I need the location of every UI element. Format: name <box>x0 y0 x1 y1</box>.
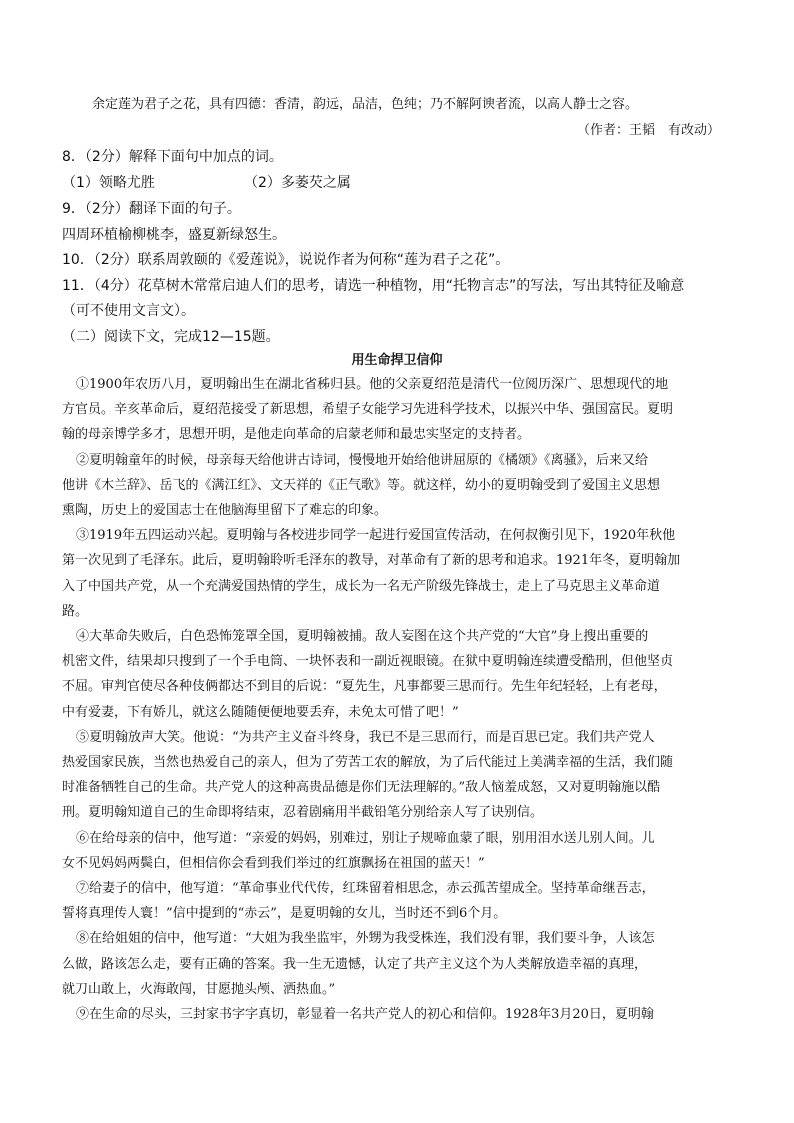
question-9-sentence: 四周环植榆柳桃李，盛夏新绿怒生。 <box>62 227 286 243</box>
article-title: 用生命捍卫信仰 <box>351 353 443 368</box>
article-paragraph-3-line-2: 第一次见到了毛泽东。此后，夏明翰聆听毛泽东的教导，对革命有了新的思考和追求。1921年冬，夏明翰加 <box>62 553 681 569</box>
article-paragraph-1-line-1: ①1900年农历八月，夏明翰出生在湖北省秭归县。他的父亲夏绍范是清代一位阅历深广、思想现代的地 <box>76 377 669 392</box>
question-11-line-2: （可不使用文言文）。 <box>62 303 195 319</box>
question-9: 9．（2分）翻译下面的句子。 <box>62 201 241 217</box>
article-paragraph-1-line-2: 方官员。辛亥革命后，夏绍范接受了新思想，希望子女能学习先进科学技术，以振兴中华、强国富民。夏明 <box>62 402 674 418</box>
article-paragraph-2-line-1: ②夏明翰童年的时候，母亲每天给他讲古诗词，慢慢地开始给他讲屈原的《橘颂》《离骚》，后来又给 <box>76 452 649 468</box>
article-paragraph-6-line-2: 女不见妈妈两鬓白，但相信你会看到我们举过的红旗飘扬在祖国的蓝天！” <box>62 855 485 871</box>
question-10: 10．（2分）联系周敦颐的《爱莲说》，说说作者为何称“莲为君子之花”。 <box>62 252 510 268</box>
question-8-item-2: （2）多萎芡之属 <box>244 175 351 191</box>
article-paragraph-5-line-3: 时准备牺牲自己的生命。共产党人的这种高贵品德是你们无法理解的。”敌人恼羞成怒，又对夏明翰施以酷 <box>62 780 661 796</box>
passage-conclusion: 余定莲为君子之花，具有四德：香清，韵远，品洁，色纯；乃不解阿谀者流，以高人静士之容。 <box>92 97 639 112</box>
article-paragraph-8-line-1: ⑧在给姐姐的信中，他写道：“大姐为我坐监牢，外甥为我受株连，我们没有罪，我们要斗争，人该怎 <box>76 931 655 947</box>
question-11-line-1: 11．（4分）花草树木常常启迪人们的思考，请选一种植物，用“托物言志”的写法，写出其特征及喻意 <box>62 278 685 294</box>
article-paragraph-8-line-2: 么做，路该怎么走，要有正确的答案。我一生无遗憾，认定了共产主义这个为人类解放造幸福的真理， <box>62 956 648 972</box>
article-paragraph-4-line-4: 中有爱妻，下有娇儿，就这么随随便便地要丢弃，未免太可惜了吧！” <box>62 704 459 720</box>
article-paragraph-3-line-3: 入了中国共产党，从一个充满爱国热情的学生，成长为一名无产阶级先锋战士，走上了马克思主义革命道 <box>62 578 661 594</box>
question-8-item-1: （1）领略尤胜 <box>62 175 155 191</box>
article-paragraph-4-line-2: 机密文件，结果却只搜到了一个手电筒、一块怀表和一副近视眼镜。在狱中夏明翰连续遭受酷刑，但他坚贞 <box>62 654 674 670</box>
article-paragraph-2-line-3: 熏陶，历史上的爱国志士在他脑海里留下了难忘的印象。 <box>62 503 388 518</box>
article-paragraph-3-line-4: 路。 <box>62 603 89 619</box>
question-8: 8．（2分）解释下面句中加点的词。 <box>62 149 283 165</box>
article-paragraph-6-line-1: ⑥在给母亲的信中，他写道：“亲爱的妈妈，别难过，别让子规啼血蒙了眼，别用泪水送儿别人间。儿 <box>76 830 655 846</box>
article-paragraph-9-line-1: ⑨在生命的尽头，三封家书字字真切，彰显着一名共产党人的初心和信仰。1928年3月20日，夏明翰 <box>76 1007 654 1022</box>
article-paragraph-8-line-3: 就刀山敢上，火海敢闯，甘愿抛头颅、洒热血。” <box>62 981 336 997</box>
article-paragraph-4-line-3: 不屈。审判官使尽各种伎俩都达不到目的后说：“夏先生，凡事都要三思而行。先生年纪轻轻，上有老母， <box>62 679 667 695</box>
article-paragraph-5-line-2: 热爱国家民族，当然也热爱自己的亲人，但为了劳苦工农的解放，为了后代能过上美满幸福的生活，我们随 <box>62 755 674 770</box>
article-paragraph-3-line-1: ③1919年五四运动兴起。夏明翰与各校进步同学一起进行爱国宣传活动，在何叔衡引见下，1920年秋他 <box>76 528 676 544</box>
article-paragraph-7-line-1: ⑦给妻子的信中，他写道：“革命事业代代传，红珠留着相思念，赤云孤苦望成全。坚持革命继吾志， <box>76 881 655 896</box>
passage-attribution: （作者：王韬 有改动） <box>576 123 720 138</box>
article-paragraph-5-line-4: 刑。夏明翰知道自己的生命即将结束，忍着剧痛用半截铅笔分别给亲人写了诀别信。 <box>62 805 544 821</box>
article-paragraph-7-line-2: 誓将真理传人寰！”信中提到的“赤云”，是夏明翰的女儿，当时还不到6个月。 <box>62 906 507 922</box>
article-paragraph-2-line-2: 他讲《木兰辞》、岳飞的《满江红》、文天祥的《正气歌》等。就这样，幼小的夏明翰受到了爱国主义思想 <box>62 477 661 493</box>
article-paragraph-5-line-1: ⑤夏明翰放声大笑。他说：“为共产主义奋斗终身，我已不是三思而行，而是百思已定。我们共产党人 <box>76 729 655 745</box>
article-paragraph-4-line-1: ④大革命失败后，白色恐怖笼罩全国，夏明翰被捕。敌人妄图在这个共产党的“大官”身上搜出重要的 <box>76 629 649 644</box>
section-two-intro: （二）阅读下文，完成12—15题。 <box>62 329 280 345</box>
article-paragraph-1-line-3: 翰的母亲博学多才，思想开明，是他走向革命的启蒙老师和最忠实坚定的支持者。 <box>62 427 531 443</box>
